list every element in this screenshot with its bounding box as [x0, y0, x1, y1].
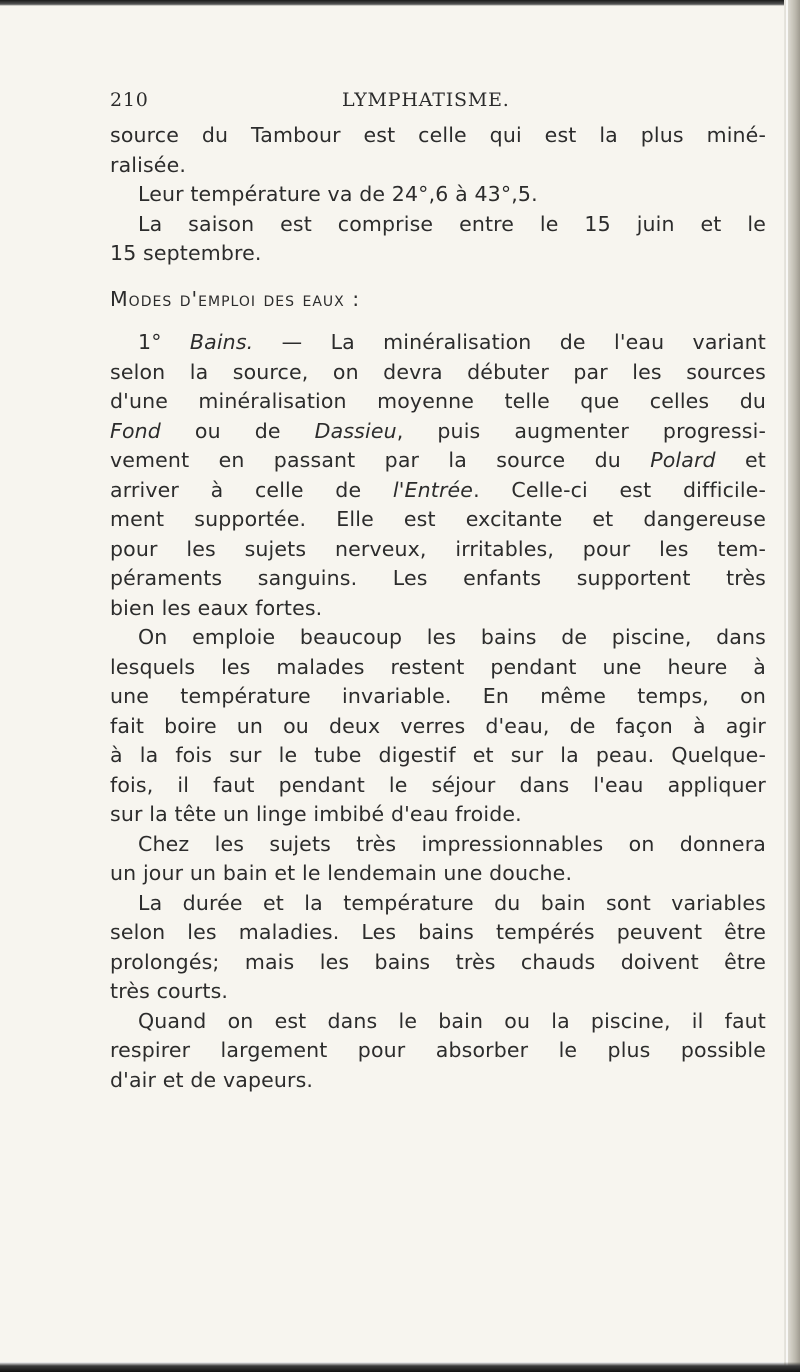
paragraph-bains: [110, 328, 766, 623]
text-line: d'air et de vapeurs.: [110, 1067, 314, 1092]
text-line: péraments sanguins. Les enfants supportent très: [110, 566, 766, 590]
text-line: lesquels les malades restent pendant une heure à: [110, 654, 766, 679]
running-title: LYMPHATISME.: [342, 89, 510, 111]
paragraph-douche: [110, 830, 766, 889]
paragraph-temperature: [110, 180, 766, 210]
paragraph-duree: [110, 889, 766, 1007]
text-line: ralisée.: [110, 152, 187, 177]
text-line: fait boire un ou deux verres d'eau, de façon à agir: [110, 713, 766, 738]
section-title: Modes d'emploi des eaux :: [110, 286, 361, 311]
page-text: [110, 86, 766, 1095]
text-line: sur la tête un linge imbibé d'eau froide.: [110, 802, 522, 826]
item-title: Bains.: [189, 330, 254, 354]
text-line: selon les maladies. Les bains tempérés peuvent être: [110, 920, 766, 944]
text-fragment: . Celle-ci est difficile-: [473, 477, 766, 502]
text-line: Quand on est dans le bain ou la piscine, il faut: [138, 1008, 766, 1033]
text-line: prolongés; mais les bains très chauds doivent être: [110, 949, 766, 974]
text-fragment: et: [715, 448, 766, 472]
page-bottom-shadow: [0, 1362, 800, 1372]
page-right-edge: [784, 0, 800, 1372]
paragraph-season: [110, 210, 766, 269]
text-line: un jour un bain et le lendemain une douche.: [110, 861, 573, 885]
text-line: Chez les sujets très impressionnables on donnera: [138, 831, 766, 856]
text-line: 15 septembre.: [110, 241, 262, 265]
text-line: très courts.: [110, 979, 229, 1003]
text-line: La saison est comprise entre le 15 juin et le: [138, 211, 766, 236]
text-line: bien les eaux fortes.: [110, 595, 323, 620]
text-fragment: — La minéralisation de l'eau variant: [253, 330, 766, 354]
source-name-entree: l'Entrée: [392, 477, 474, 502]
source-name-dassieu: Dassieu: [314, 418, 397, 443]
text-line: selon la source, on devra débuter par les sources: [110, 359, 766, 384]
text-line: respirer largement pour absorber le plus possible: [110, 1038, 766, 1062]
text-line: à la fois sur le tube digestif et sur la peau. Quelque-: [110, 743, 766, 767]
source-name-fond: Fond: [110, 418, 161, 443]
text-fragment: arriver à celle de: [110, 477, 393, 502]
text-line: source du Tambour est celle qui est la plus miné-: [110, 123, 766, 147]
text-line: [110, 417, 766, 447]
text-line: [110, 328, 766, 358]
text-fragment: vement en passant par la source du: [110, 448, 651, 472]
paragraph-source: [110, 121, 766, 180]
text-line: La durée et la température du bain sont variables: [138, 890, 766, 915]
item-number: 1°: [138, 330, 162, 354]
source-name-polard: Polard: [650, 448, 716, 472]
paragraph-respiration: [110, 1007, 766, 1096]
text-line: fois, il faut pendant le séjour dans l'eau appliquer: [110, 772, 766, 797]
text-fragment: , puis augmenter progressi-: [396, 418, 766, 443]
text-line: d'une minéralisation moyenne telle que celles du: [110, 389, 766, 413]
page-number: 210: [110, 89, 149, 111]
text-line: Leur température va de 24°,6 à 43°,5.: [138, 182, 538, 206]
page-top-shadow: [0, 0, 784, 6]
text-line: [110, 476, 766, 506]
paragraph-piscine: [110, 623, 766, 830]
text-line: [110, 446, 766, 476]
text-fragment: ou de: [160, 418, 315, 443]
running-header: [110, 86, 766, 116]
text-line: On emploie beaucoup les bains de piscine, dans: [138, 625, 766, 649]
text-line: ment supportée. Elle est excitante et dangereuse: [110, 507, 766, 531]
text-line: une température invariable. En même temps, on: [110, 684, 766, 708]
text-line: pour les sujets nerveux, irritables, pour les tem-: [110, 536, 766, 561]
